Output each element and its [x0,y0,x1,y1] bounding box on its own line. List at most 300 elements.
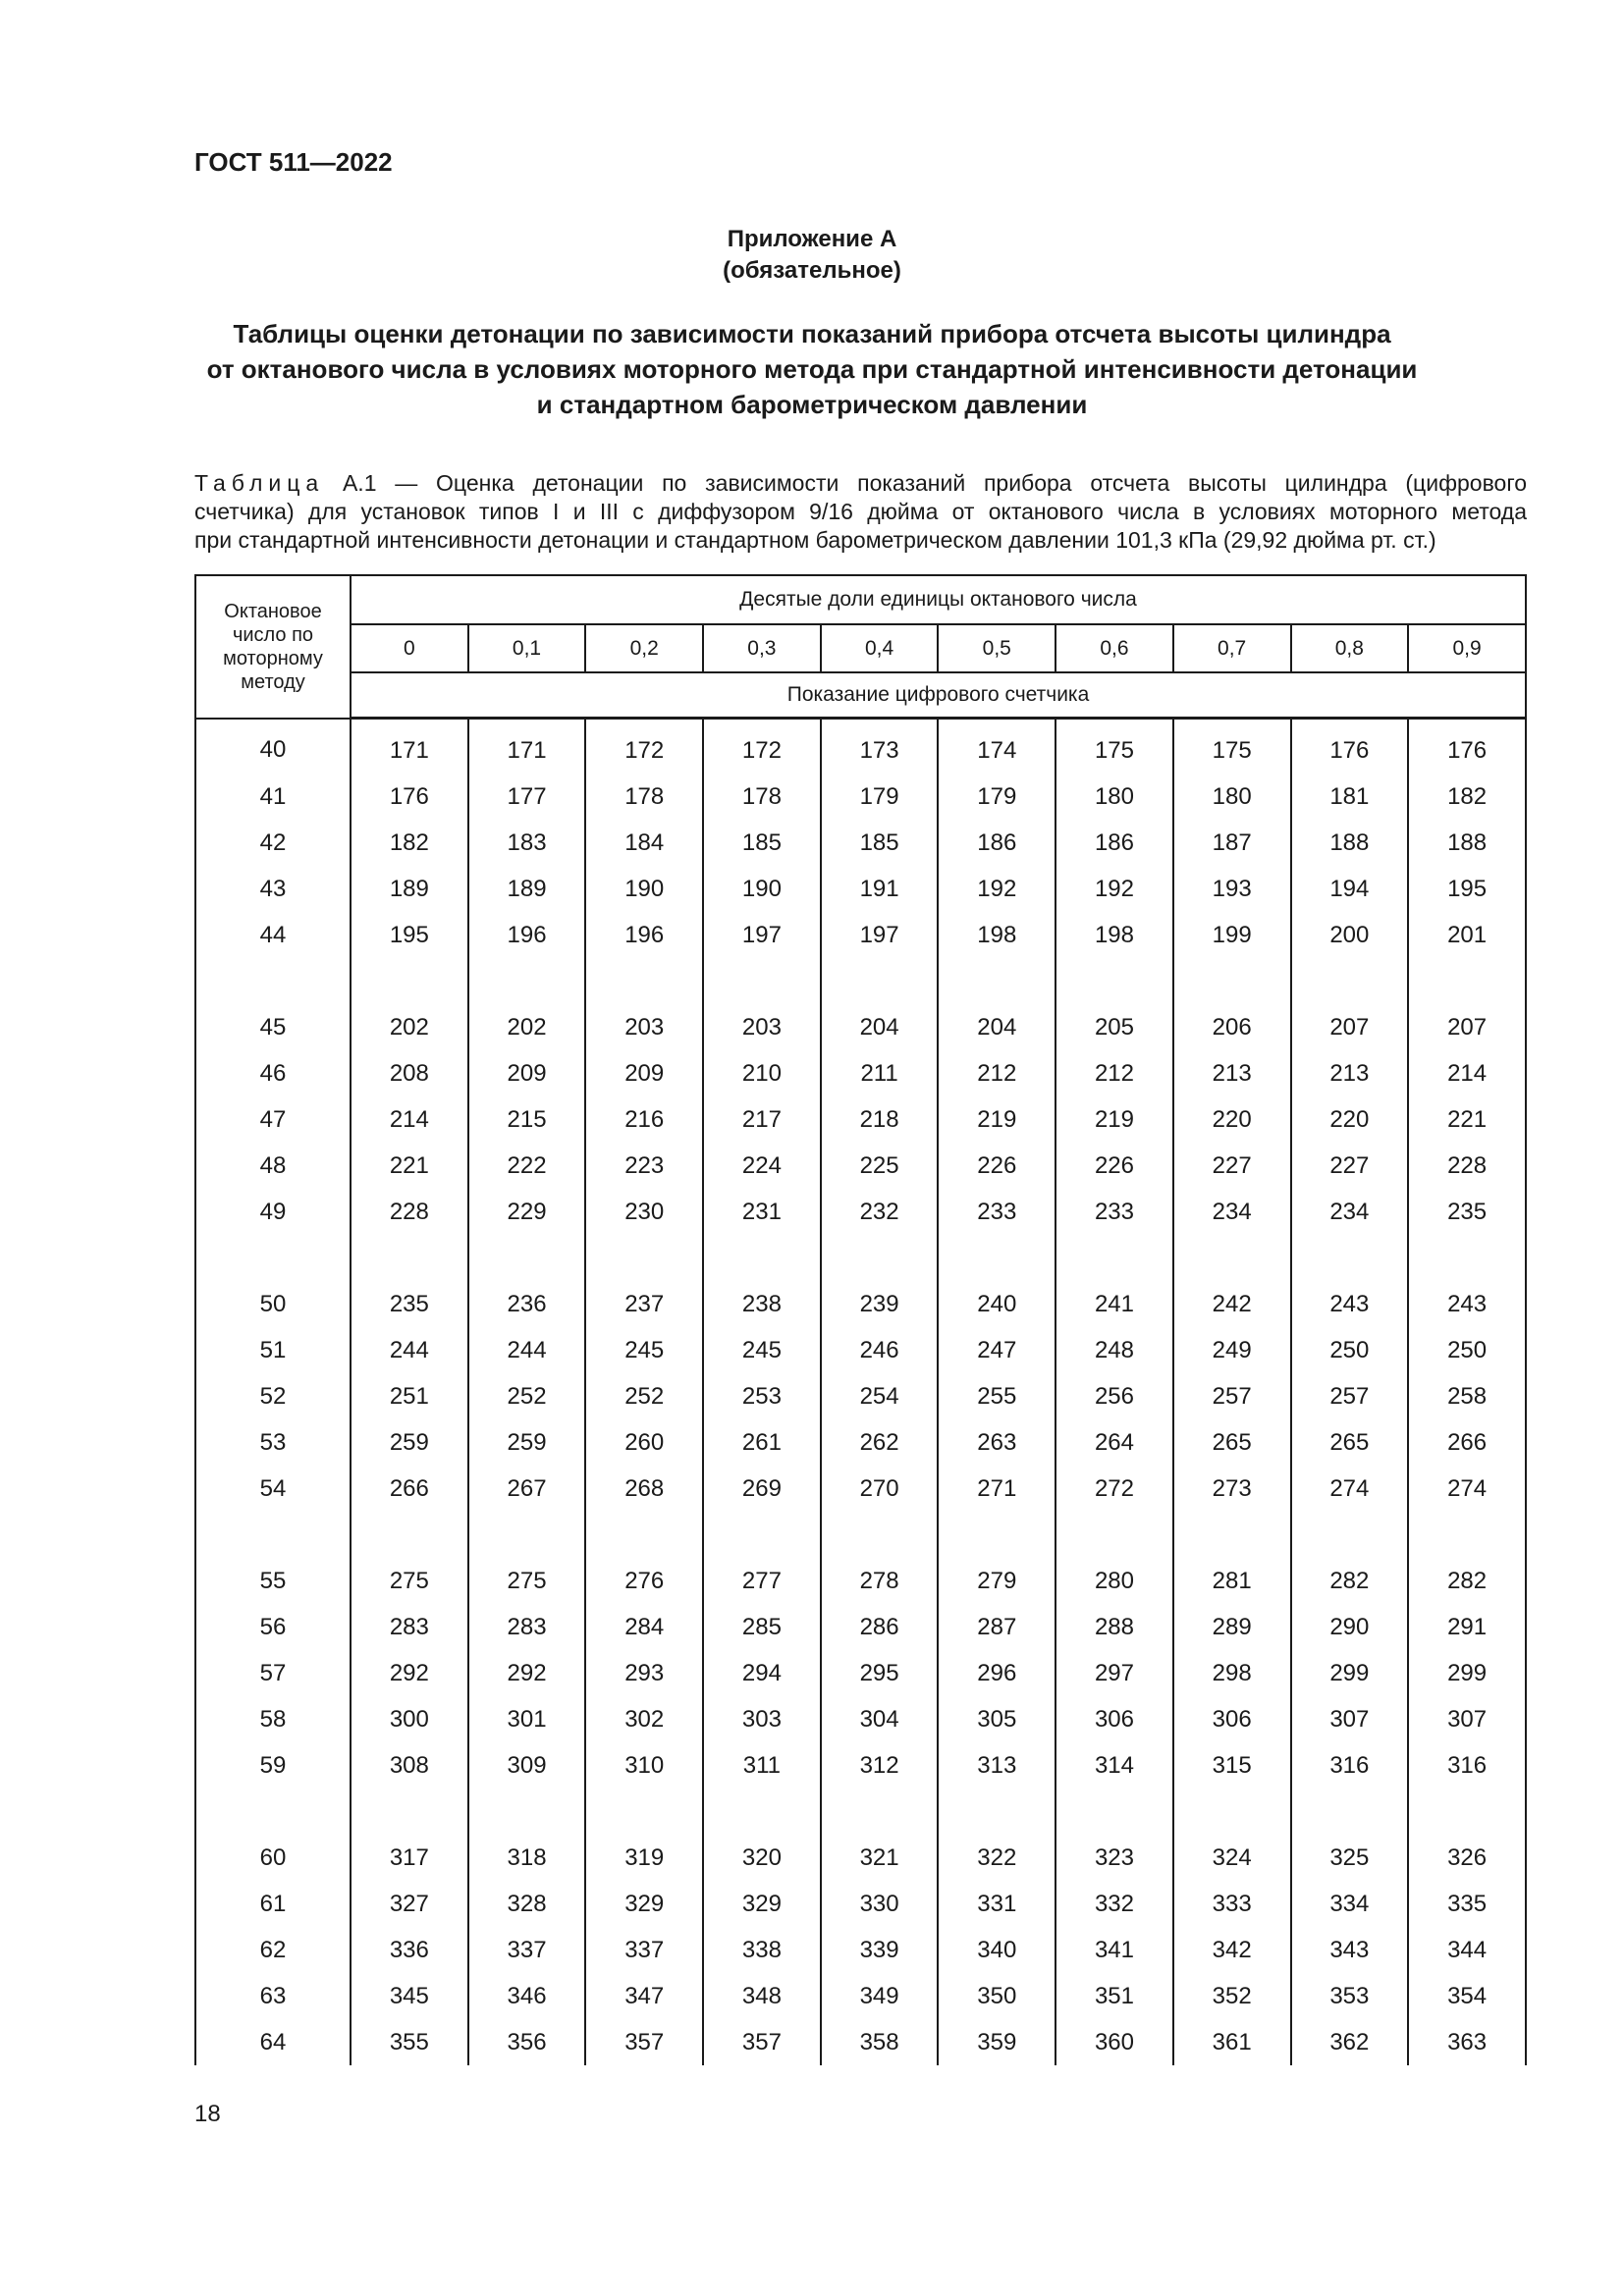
table-row [195,2019,1526,2065]
counter-reading-cell: 264 [1056,1419,1173,1466]
spacer-cell [821,1512,939,1558]
table-caption-text: счетчика) для установок типов I и III с диффузором 9/16 дюйма от октанового числа в условиях моторного метода [194,499,1527,524]
counter-reading-cell: 207 [1291,1004,1409,1050]
section-title-line: от октанового числа в условиях моторного метода при стандартной интенсивности детонации [206,354,1418,384]
counter-reading-cell: 272 [1056,1466,1173,1512]
counter-reading-cell: 318 [468,1835,586,1881]
counter-reading-cell: 277 [703,1558,821,1604]
counter-reading-cell: 332 [1056,1881,1173,1927]
table-row [195,1004,1526,1050]
spacer-cell [1291,1512,1409,1558]
spacer-cell [703,1789,821,1835]
counter-reading-cell: 219 [938,1096,1056,1143]
spacer-cell [585,1235,703,1281]
counter-reading-cell: 186 [938,820,1056,866]
table-row [195,1189,1526,1235]
spacer-cell [468,1512,586,1558]
counter-reading-cell: 355 [351,2019,468,2065]
counter-reading-cell: 329 [703,1881,821,1927]
counter-reading-cell: 186 [1056,820,1173,866]
counter-reading-cell: 335 [1408,1881,1526,1927]
counter-reading-cell: 362 [1291,2019,1409,2065]
spacer-cell [1291,1235,1409,1281]
counter-reading-cell: 336 [351,1927,468,1973]
counter-reading-cell: 172 [585,719,703,774]
counter-reading-cell: 208 [351,1050,468,1096]
table-caption [194,469,1527,555]
counter-reading-cell: 215 [468,1096,586,1143]
spacer-cell [938,1235,1056,1281]
table-row [195,774,1526,820]
table-row [195,1696,1526,1742]
counter-reading-cell: 241 [1056,1281,1173,1327]
counter-reading-cell: 310 [585,1742,703,1789]
fraction-header: 0,2 [585,624,703,672]
counter-reading-cell: 342 [1173,1927,1291,1973]
counter-reading-header: Показание цифрового счетчика [351,672,1526,719]
counter-reading-cell: 195 [1408,866,1526,912]
counter-reading-cell: 282 [1291,1558,1409,1604]
counter-reading-cell: 330 [821,1881,939,1927]
octane-number-cell: 61 [195,1881,351,1927]
counter-reading-cell: 222 [468,1143,586,1189]
table-row [195,1927,1526,1973]
octane-number-cell: 53 [195,1419,351,1466]
document-code: ГОСТ 511—2022 [194,147,393,177]
spacer-cell [351,1235,468,1281]
counter-reading-cell: 180 [1056,774,1173,820]
spacer-cell [1056,1512,1173,1558]
counter-reading-cell: 171 [468,719,586,774]
table-caption-label: Таблица [194,470,325,496]
counter-reading-cell: 284 [585,1604,703,1650]
octane-number-cell: 57 [195,1650,351,1696]
counter-reading-cell: 197 [821,912,939,958]
counter-reading-cell: 344 [1408,1927,1526,1973]
spacer-cell [703,958,821,1004]
table-caption-text: А.1 — Оценка детонации по зависимости показаний прибора отсчета высоты цилиндра (цифрового [342,470,1528,496]
octane-number-cell: 40 [195,719,351,774]
counter-reading-cell: 306 [1056,1696,1173,1742]
counter-reading-cell: 181 [1291,774,1409,820]
counter-reading-cell: 346 [468,1973,586,2019]
counter-reading-cell: 207 [1408,1004,1526,1050]
spacer-cell [703,1512,821,1558]
counter-reading-cell: 189 [468,866,586,912]
counter-reading-cell: 244 [468,1327,586,1373]
counter-reading-cell: 221 [351,1143,468,1189]
counter-reading-cell: 337 [585,1927,703,1973]
counter-reading-cell: 297 [1056,1650,1173,1696]
counter-reading-cell: 182 [351,820,468,866]
counter-reading-cell: 333 [1173,1881,1291,1927]
spacer-cell [1408,958,1526,1004]
counter-reading-cell: 243 [1291,1281,1409,1327]
counter-reading-cell: 214 [1408,1050,1526,1096]
counter-reading-cell: 188 [1408,820,1526,866]
counter-reading-cell: 216 [585,1096,703,1143]
fraction-header: 0,3 [703,624,821,672]
table-row [195,912,1526,958]
counter-reading-cell: 352 [1173,1973,1291,2019]
appendix-title: Приложение А [727,226,897,252]
counter-reading-cell: 176 [1408,719,1526,774]
counter-reading-cell: 211 [821,1050,939,1096]
counter-reading-cell: 296 [938,1650,1056,1696]
octane-number-cell: 63 [195,1973,351,2019]
counter-reading-cell: 353 [1291,1973,1409,2019]
counter-reading-cell: 228 [351,1189,468,1235]
counter-reading-cell: 246 [821,1327,939,1373]
counter-reading-cell: 205 [1056,1004,1173,1050]
fraction-header: 0,4 [821,624,939,672]
table-body [195,719,1526,2066]
counter-reading-cell: 274 [1408,1466,1526,1512]
counter-reading-cell: 278 [821,1558,939,1604]
spacer-cell [351,1512,468,1558]
counter-reading-cell: 172 [703,719,821,774]
counter-reading-cell: 343 [1291,1927,1409,1973]
octane-number-cell: 46 [195,1050,351,1096]
counter-reading-cell: 201 [1408,912,1526,958]
counter-reading-cell: 189 [351,866,468,912]
counter-reading-cell: 217 [703,1096,821,1143]
spacer-cell [585,1512,703,1558]
counter-reading-cell: 240 [938,1281,1056,1327]
spacer-cell [585,958,703,1004]
spacer-cell [1173,958,1291,1004]
octane-number-cell: 56 [195,1604,351,1650]
counter-reading-cell: 338 [703,1927,821,1973]
table-row [195,1973,1526,2019]
counter-reading-cell: 197 [703,912,821,958]
counter-reading-cell: 230 [585,1189,703,1235]
table-row [195,1650,1526,1696]
counter-reading-cell: 192 [1056,866,1173,912]
spacer-cell [1173,1235,1291,1281]
spacer-cell [1408,1512,1526,1558]
counter-reading-cell: 363 [1408,2019,1526,2065]
counter-reading-cell: 337 [468,1927,586,1973]
counter-reading-cell: 307 [1291,1696,1409,1742]
counter-reading-cell: 262 [821,1419,939,1466]
counter-reading-cell: 244 [351,1327,468,1373]
counter-reading-cell: 254 [821,1373,939,1419]
spacer-cell [821,1235,939,1281]
counter-reading-cell: 275 [468,1558,586,1604]
counter-reading-cell: 192 [938,866,1056,912]
table-row [195,1558,1526,1604]
octane-number-cell: 44 [195,912,351,958]
counter-reading-cell: 276 [585,1558,703,1604]
counter-reading-cell: 329 [585,1881,703,1927]
counter-reading-cell: 224 [703,1143,821,1189]
counter-reading-cell: 258 [1408,1373,1526,1419]
fraction-header: 0 [351,624,468,672]
counter-reading-cell: 307 [1408,1696,1526,1742]
counter-reading-cell: 210 [703,1050,821,1096]
counter-reading-cell: 191 [821,866,939,912]
section-title-line: и стандартном барометрическом давлении [536,390,1088,419]
counter-reading-cell: 293 [585,1650,703,1696]
counter-reading-cell: 285 [703,1604,821,1650]
counter-reading-cell: 237 [585,1281,703,1327]
counter-reading-cell: 178 [703,774,821,820]
table-row [195,1096,1526,1143]
spacer-cell [468,1789,586,1835]
counter-reading-cell: 235 [351,1281,468,1327]
counter-reading-cell: 178 [585,774,703,820]
counter-reading-cell: 263 [938,1419,1056,1466]
table-row [195,1143,1526,1189]
counter-reading-cell: 315 [1173,1742,1291,1789]
counter-reading-cell: 283 [351,1604,468,1650]
counter-reading-cell: 354 [1408,1973,1526,2019]
counter-reading-cell: 184 [585,820,703,866]
counter-reading-cell: 257 [1173,1373,1291,1419]
octane-number-cell: 55 [195,1558,351,1604]
counter-reading-cell: 275 [351,1558,468,1604]
spacer-cell [1173,1789,1291,1835]
table-row [195,1742,1526,1789]
spacer-cell [938,1512,1056,1558]
counter-reading-cell: 266 [1408,1419,1526,1466]
spacer-cell [821,1789,939,1835]
table-row [195,1373,1526,1419]
counter-reading-cell: 334 [1291,1881,1409,1927]
counter-reading-cell: 179 [938,774,1056,820]
counter-reading-cell: 316 [1291,1742,1409,1789]
counter-reading-cell: 194 [1291,866,1409,912]
appendix-status: (обязательное) [723,257,901,284]
spacer-cell [821,958,939,1004]
counter-reading-cell: 300 [351,1696,468,1742]
counter-reading-cell: 328 [468,1881,586,1927]
counter-reading-cell: 220 [1173,1096,1291,1143]
counter-reading-cell: 227 [1173,1143,1291,1189]
counter-reading-cell: 226 [1056,1143,1173,1189]
counter-reading-cell: 255 [938,1373,1056,1419]
counter-reading-cell: 340 [938,1927,1056,1973]
counter-reading-cell: 193 [1173,866,1291,912]
counter-reading-cell: 199 [1173,912,1291,958]
octane-number-cell: 49 [195,1189,351,1235]
counter-reading-cell: 349 [821,1973,939,2019]
counter-reading-cell: 235 [1408,1189,1526,1235]
counter-reading-cell: 221 [1408,1096,1526,1143]
counter-reading-cell: 282 [1408,1558,1526,1604]
fraction-header: 0,6 [1056,624,1173,672]
table-row [195,1327,1526,1373]
counter-reading-cell: 331 [938,1881,1056,1927]
counter-reading-cell: 185 [703,820,821,866]
counter-reading-cell: 303 [703,1696,821,1742]
counter-reading-cell: 309 [468,1742,586,1789]
counter-reading-cell: 203 [703,1004,821,1050]
counter-reading-cell: 233 [938,1189,1056,1235]
spacer-cell [1173,1512,1291,1558]
counter-reading-cell: 173 [821,719,939,774]
table-row [195,1466,1526,1512]
counter-reading-cell: 180 [1173,774,1291,820]
counter-reading-cell: 325 [1291,1835,1409,1881]
counter-reading-cell: 214 [351,1096,468,1143]
group-spacer-row [195,958,1526,1004]
octane-number-cell: 62 [195,1927,351,1973]
counter-reading-cell: 183 [468,820,586,866]
counter-reading-cell: 348 [703,1973,821,2019]
counter-reading-cell: 294 [703,1650,821,1696]
counter-reading-cell: 225 [821,1143,939,1189]
counter-reading-cell: 196 [468,912,586,958]
counter-reading-cell: 206 [1173,1004,1291,1050]
spacer-cell [703,1235,821,1281]
counter-reading-cell: 311 [703,1742,821,1789]
counter-reading-cell: 247 [938,1327,1056,1373]
octane-number-cell: 64 [195,2019,351,2065]
counter-reading-cell: 209 [468,1050,586,1096]
counter-reading-cell: 220 [1291,1096,1409,1143]
counter-reading-cell: 298 [1173,1650,1291,1696]
counter-reading-cell: 219 [1056,1096,1173,1143]
counter-reading-cell: 259 [351,1419,468,1466]
counter-reading-cell: 182 [1408,774,1526,820]
spacer-cell [351,958,468,1004]
counter-reading-cell: 356 [468,2019,586,2065]
spacer-cell [468,1235,586,1281]
section-title-line: Таблицы оценки детонации по зависимости показаний прибора отсчета высоты цилиндра [233,319,1391,348]
counter-reading-cell: 360 [1056,2019,1173,2065]
counter-reading-cell: 265 [1291,1419,1409,1466]
counter-reading-cell: 290 [1291,1604,1409,1650]
counter-reading-cell: 209 [585,1050,703,1096]
counter-reading-cell: 253 [703,1373,821,1419]
counter-reading-cell: 212 [1056,1050,1173,1096]
counter-reading-cell: 361 [1173,2019,1291,2065]
octane-number-cell: 48 [195,1143,351,1189]
counter-reading-cell: 236 [468,1281,586,1327]
counter-reading-cell: 187 [1173,820,1291,866]
fraction-header: 0,5 [938,624,1056,672]
counter-reading-cell: 306 [1173,1696,1291,1742]
group-spacer-row [195,1512,1526,1558]
spacer-cell [1408,1789,1526,1835]
group-spacer-row [195,1789,1526,1835]
counter-reading-cell: 351 [1056,1973,1173,2019]
counter-reading-cell: 213 [1173,1050,1291,1096]
counter-reading-cell: 273 [1173,1466,1291,1512]
spacer-cell [938,1789,1056,1835]
counter-reading-cell: 213 [1291,1050,1409,1096]
counter-reading-cell: 250 [1408,1327,1526,1373]
counter-reading-cell: 283 [468,1604,586,1650]
spacer-cell [195,1789,351,1835]
table-row [195,1881,1526,1927]
table-row [195,820,1526,866]
octane-number-cell: 50 [195,1281,351,1327]
counter-reading-cell: 204 [821,1004,939,1050]
counter-reading-cell: 250 [1291,1327,1409,1373]
octane-number-cell: 58 [195,1696,351,1742]
table-row [195,1835,1526,1881]
octane-number-cell: 41 [195,774,351,820]
counter-reading-cell: 245 [585,1327,703,1373]
counter-reading-cell: 292 [468,1650,586,1696]
counter-reading-cell: 308 [351,1742,468,1789]
counter-reading-cell: 292 [351,1650,468,1696]
counter-reading-cell: 270 [821,1466,939,1512]
counter-reading-cell: 175 [1173,719,1291,774]
table-row [195,719,1526,774]
table-caption-text: при стандартной интенсивности детонации и стандартном барометрическом давлении 101,3 кПа (29,92 дюйма рт. ст.) [194,527,1436,553]
counter-reading-cell: 242 [1173,1281,1291,1327]
counter-reading-cell: 271 [938,1466,1056,1512]
counter-reading-cell: 245 [703,1327,821,1373]
counter-reading-cell: 252 [468,1373,586,1419]
counter-reading-cell: 327 [351,1881,468,1927]
counter-reading-cell: 313 [938,1742,1056,1789]
counter-reading-cell: 188 [1291,820,1409,866]
counter-reading-cell: 347 [585,1973,703,2019]
counter-reading-cell: 321 [821,1835,939,1881]
counter-reading-cell: 314 [1056,1742,1173,1789]
counter-reading-cell: 195 [351,912,468,958]
counter-reading-cell: 291 [1408,1604,1526,1650]
counter-reading-cell: 227 [1291,1143,1409,1189]
counter-reading-cell: 257 [1291,1373,1409,1419]
spacer-cell [195,1512,351,1558]
counter-reading-cell: 232 [821,1189,939,1235]
spacer-cell [585,1789,703,1835]
detonation-table [194,574,1527,2065]
fraction-header: 0,7 [1173,624,1291,672]
counter-reading-cell: 248 [1056,1327,1173,1373]
spacer-cell [1291,958,1409,1004]
counter-reading-cell: 288 [1056,1604,1173,1650]
counter-reading-cell: 198 [1056,912,1173,958]
octane-number-cell: 43 [195,866,351,912]
counter-reading-cell: 280 [1056,1558,1173,1604]
counter-reading-cell: 323 [1056,1835,1173,1881]
counter-reading-cell: 251 [351,1373,468,1419]
counter-reading-cell: 202 [468,1004,586,1050]
counter-reading-cell: 305 [938,1696,1056,1742]
counter-reading-cell: 177 [468,774,586,820]
counter-reading-cell: 339 [821,1927,939,1973]
spacer-cell [1056,1235,1173,1281]
counter-reading-cell: 202 [351,1004,468,1050]
octane-number-cell: 42 [195,820,351,866]
table-row [195,1419,1526,1466]
table-row [195,1604,1526,1650]
counter-reading-cell: 171 [351,719,468,774]
counter-reading-cell: 229 [468,1189,586,1235]
fraction-header: 0,8 [1291,624,1409,672]
counter-reading-cell: 204 [938,1004,1056,1050]
counter-reading-cell: 249 [1173,1327,1291,1373]
counter-reading-cell: 287 [938,1604,1056,1650]
table-row [195,1281,1526,1327]
counter-reading-cell: 301 [468,1696,586,1742]
spacer-cell [351,1789,468,1835]
counter-reading-cell: 176 [351,774,468,820]
counter-reading-cell: 223 [585,1143,703,1189]
counter-reading-cell: 198 [938,912,1056,958]
counter-reading-cell: 269 [703,1466,821,1512]
counter-reading-cell: 266 [351,1466,468,1512]
counter-reading-cell: 179 [821,774,939,820]
counter-reading-cell: 203 [585,1004,703,1050]
